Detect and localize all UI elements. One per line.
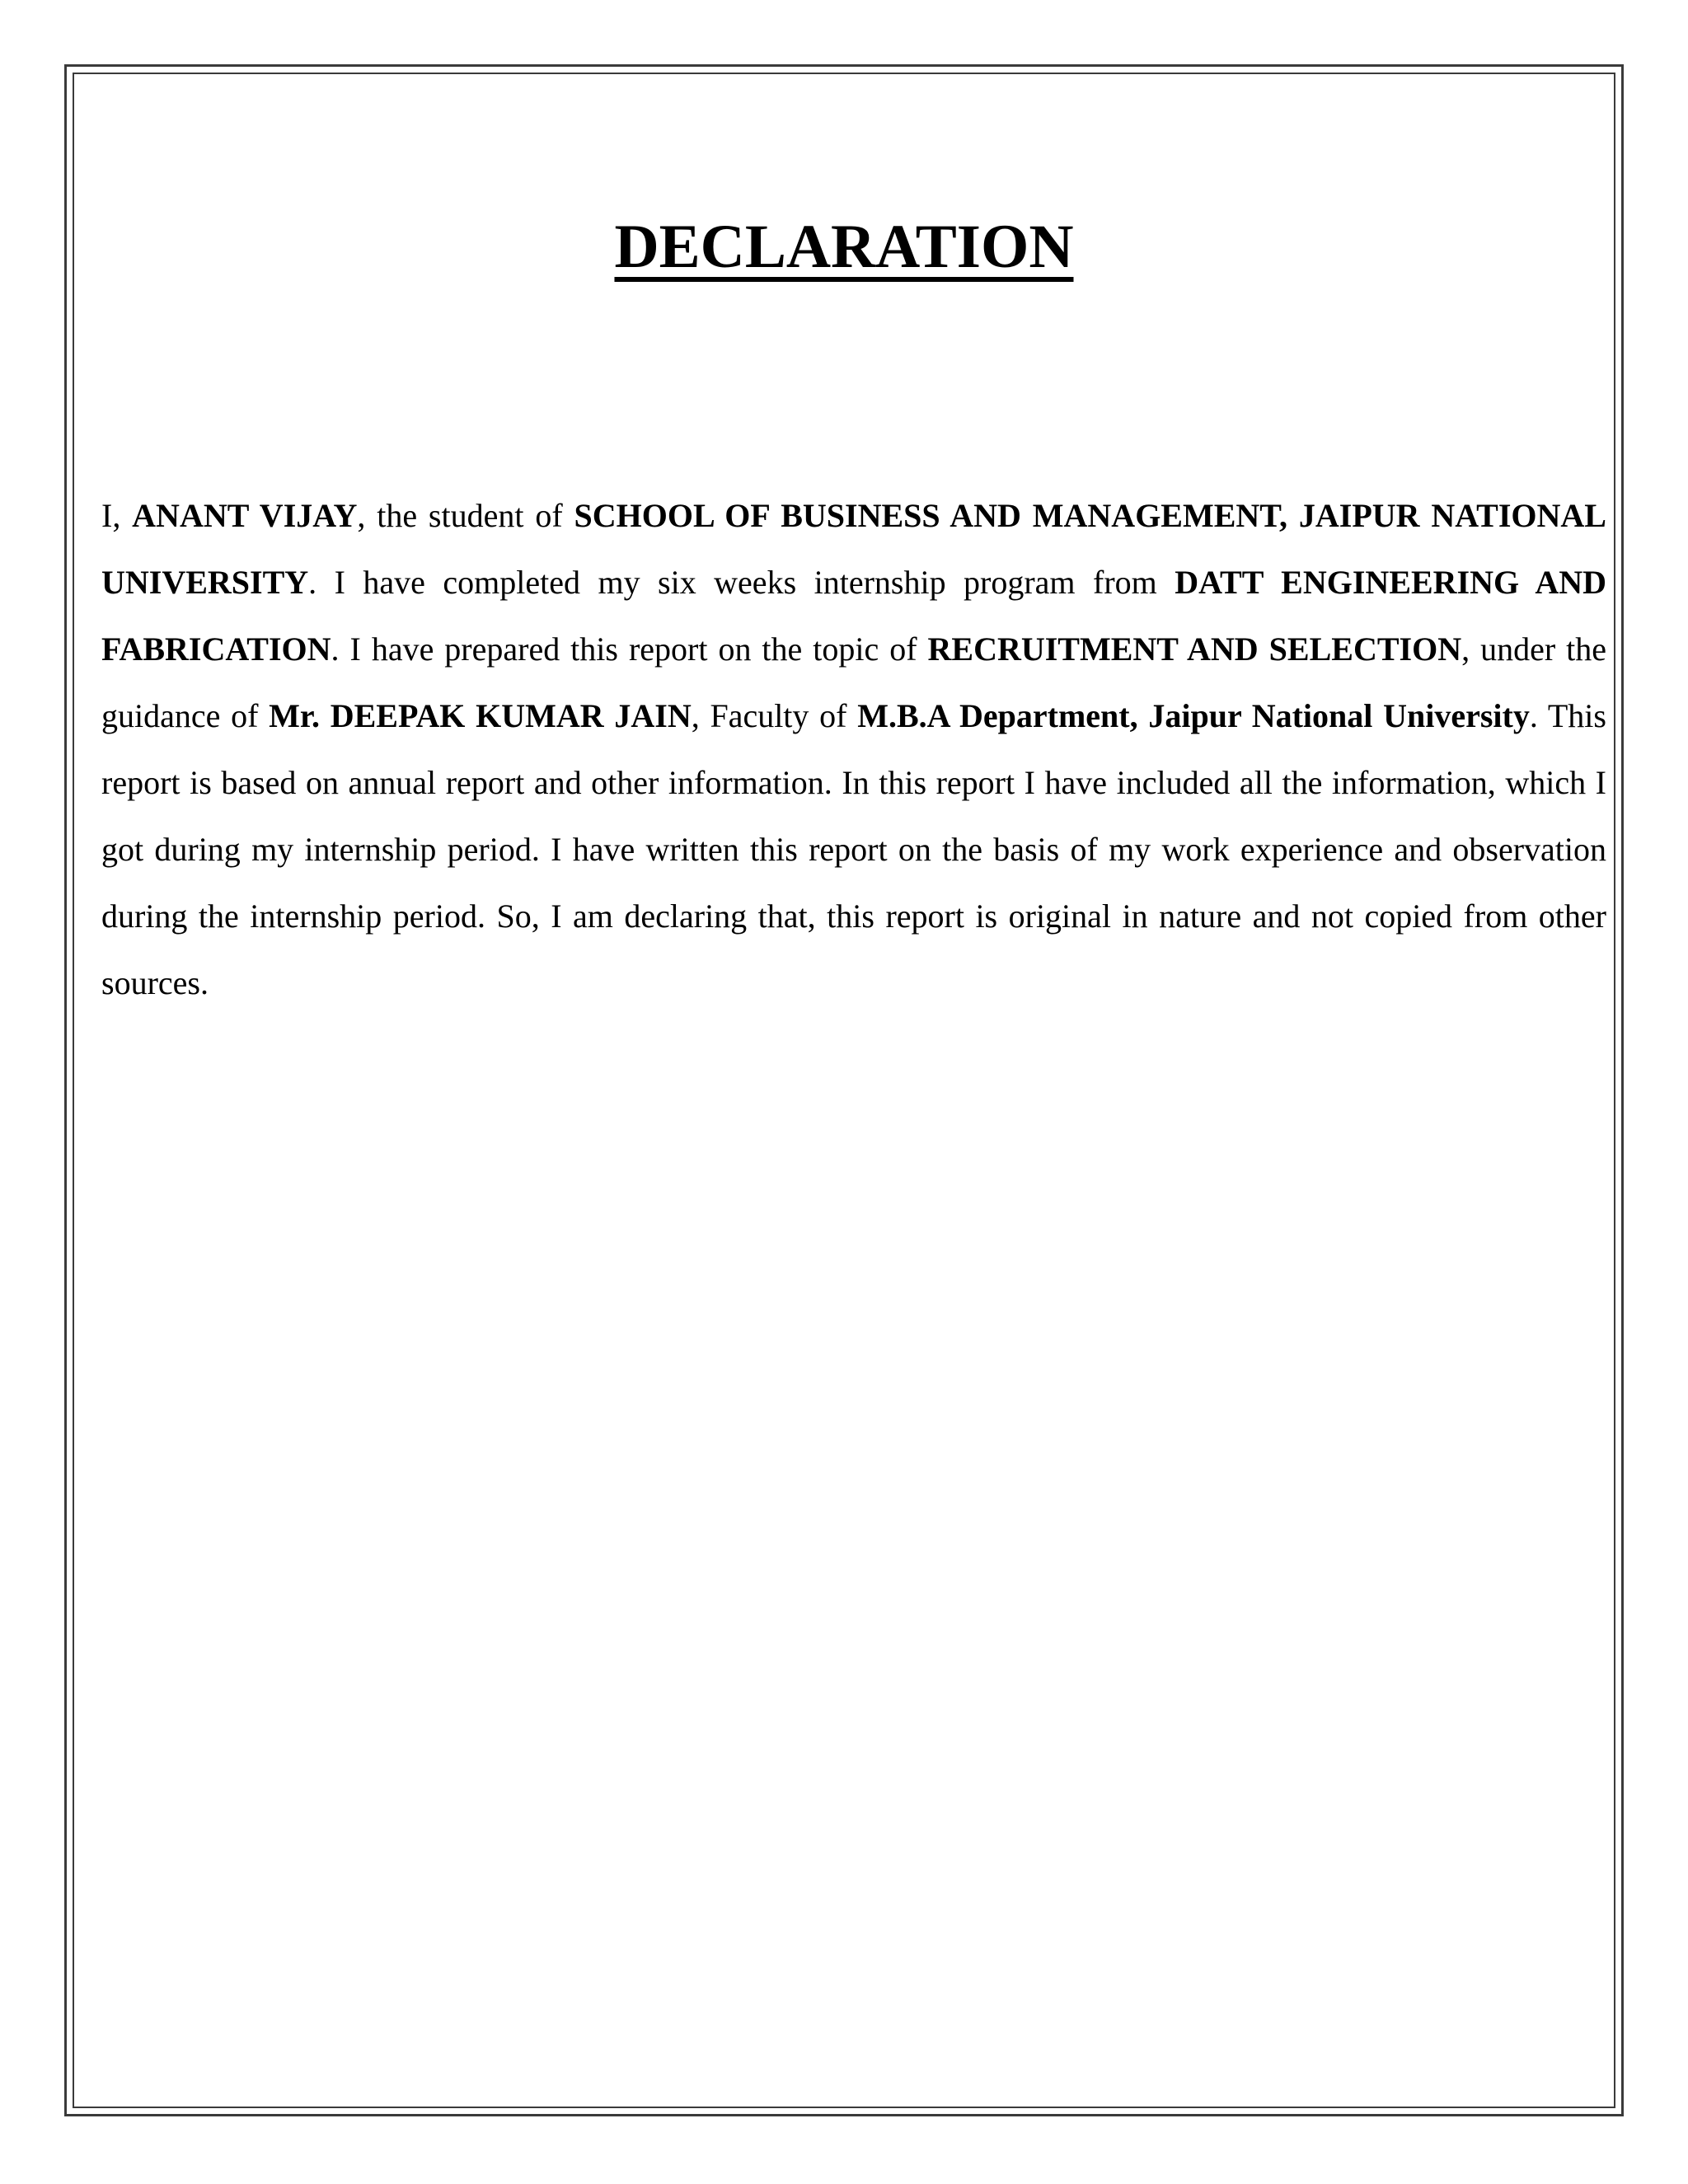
text-run: . This report is based on annual report and other information. In this report I have included all the information, which I got during my internship period. I have written this report on the basis of my work experience and observation during the internship period. So, I am declaring that, this report is original in nature and not copied from other sources.	[101, 697, 1606, 1001]
text-run: , the student of	[357, 497, 574, 534]
department-name: M.B.A Department, Jaipur National University	[857, 697, 1530, 734]
page-title-text: DECLARATION	[614, 213, 1074, 281]
guide-name: Mr. DEEPAK KUMAR JAIN	[269, 697, 692, 734]
page-title	[0, 206, 1688, 288]
text-run: , under the guidance of	[101, 630, 1606, 734]
report-topic: RECRUITMENT AND SELECTION	[927, 630, 1462, 668]
page-border-inner	[73, 73, 1615, 2108]
text-run: . I have completed my six weeks internship program from	[308, 564, 1175, 601]
student-name: ANANT VIJAY	[132, 497, 358, 534]
company-name: DATT ENGINEERING AND FABRICATION	[101, 564, 1606, 668]
text-run: I,	[101, 497, 133, 534]
declaration-paragraph	[101, 482, 1606, 1016]
school-name: SCHOOL OF BUSINESS AND MANAGEMENT, JAIPUR NATIONAL UNIVERSITY	[101, 497, 1606, 601]
text-run: . I have prepared this report on the topic of	[331, 630, 928, 668]
text-run: , Faculty of	[691, 697, 858, 734]
